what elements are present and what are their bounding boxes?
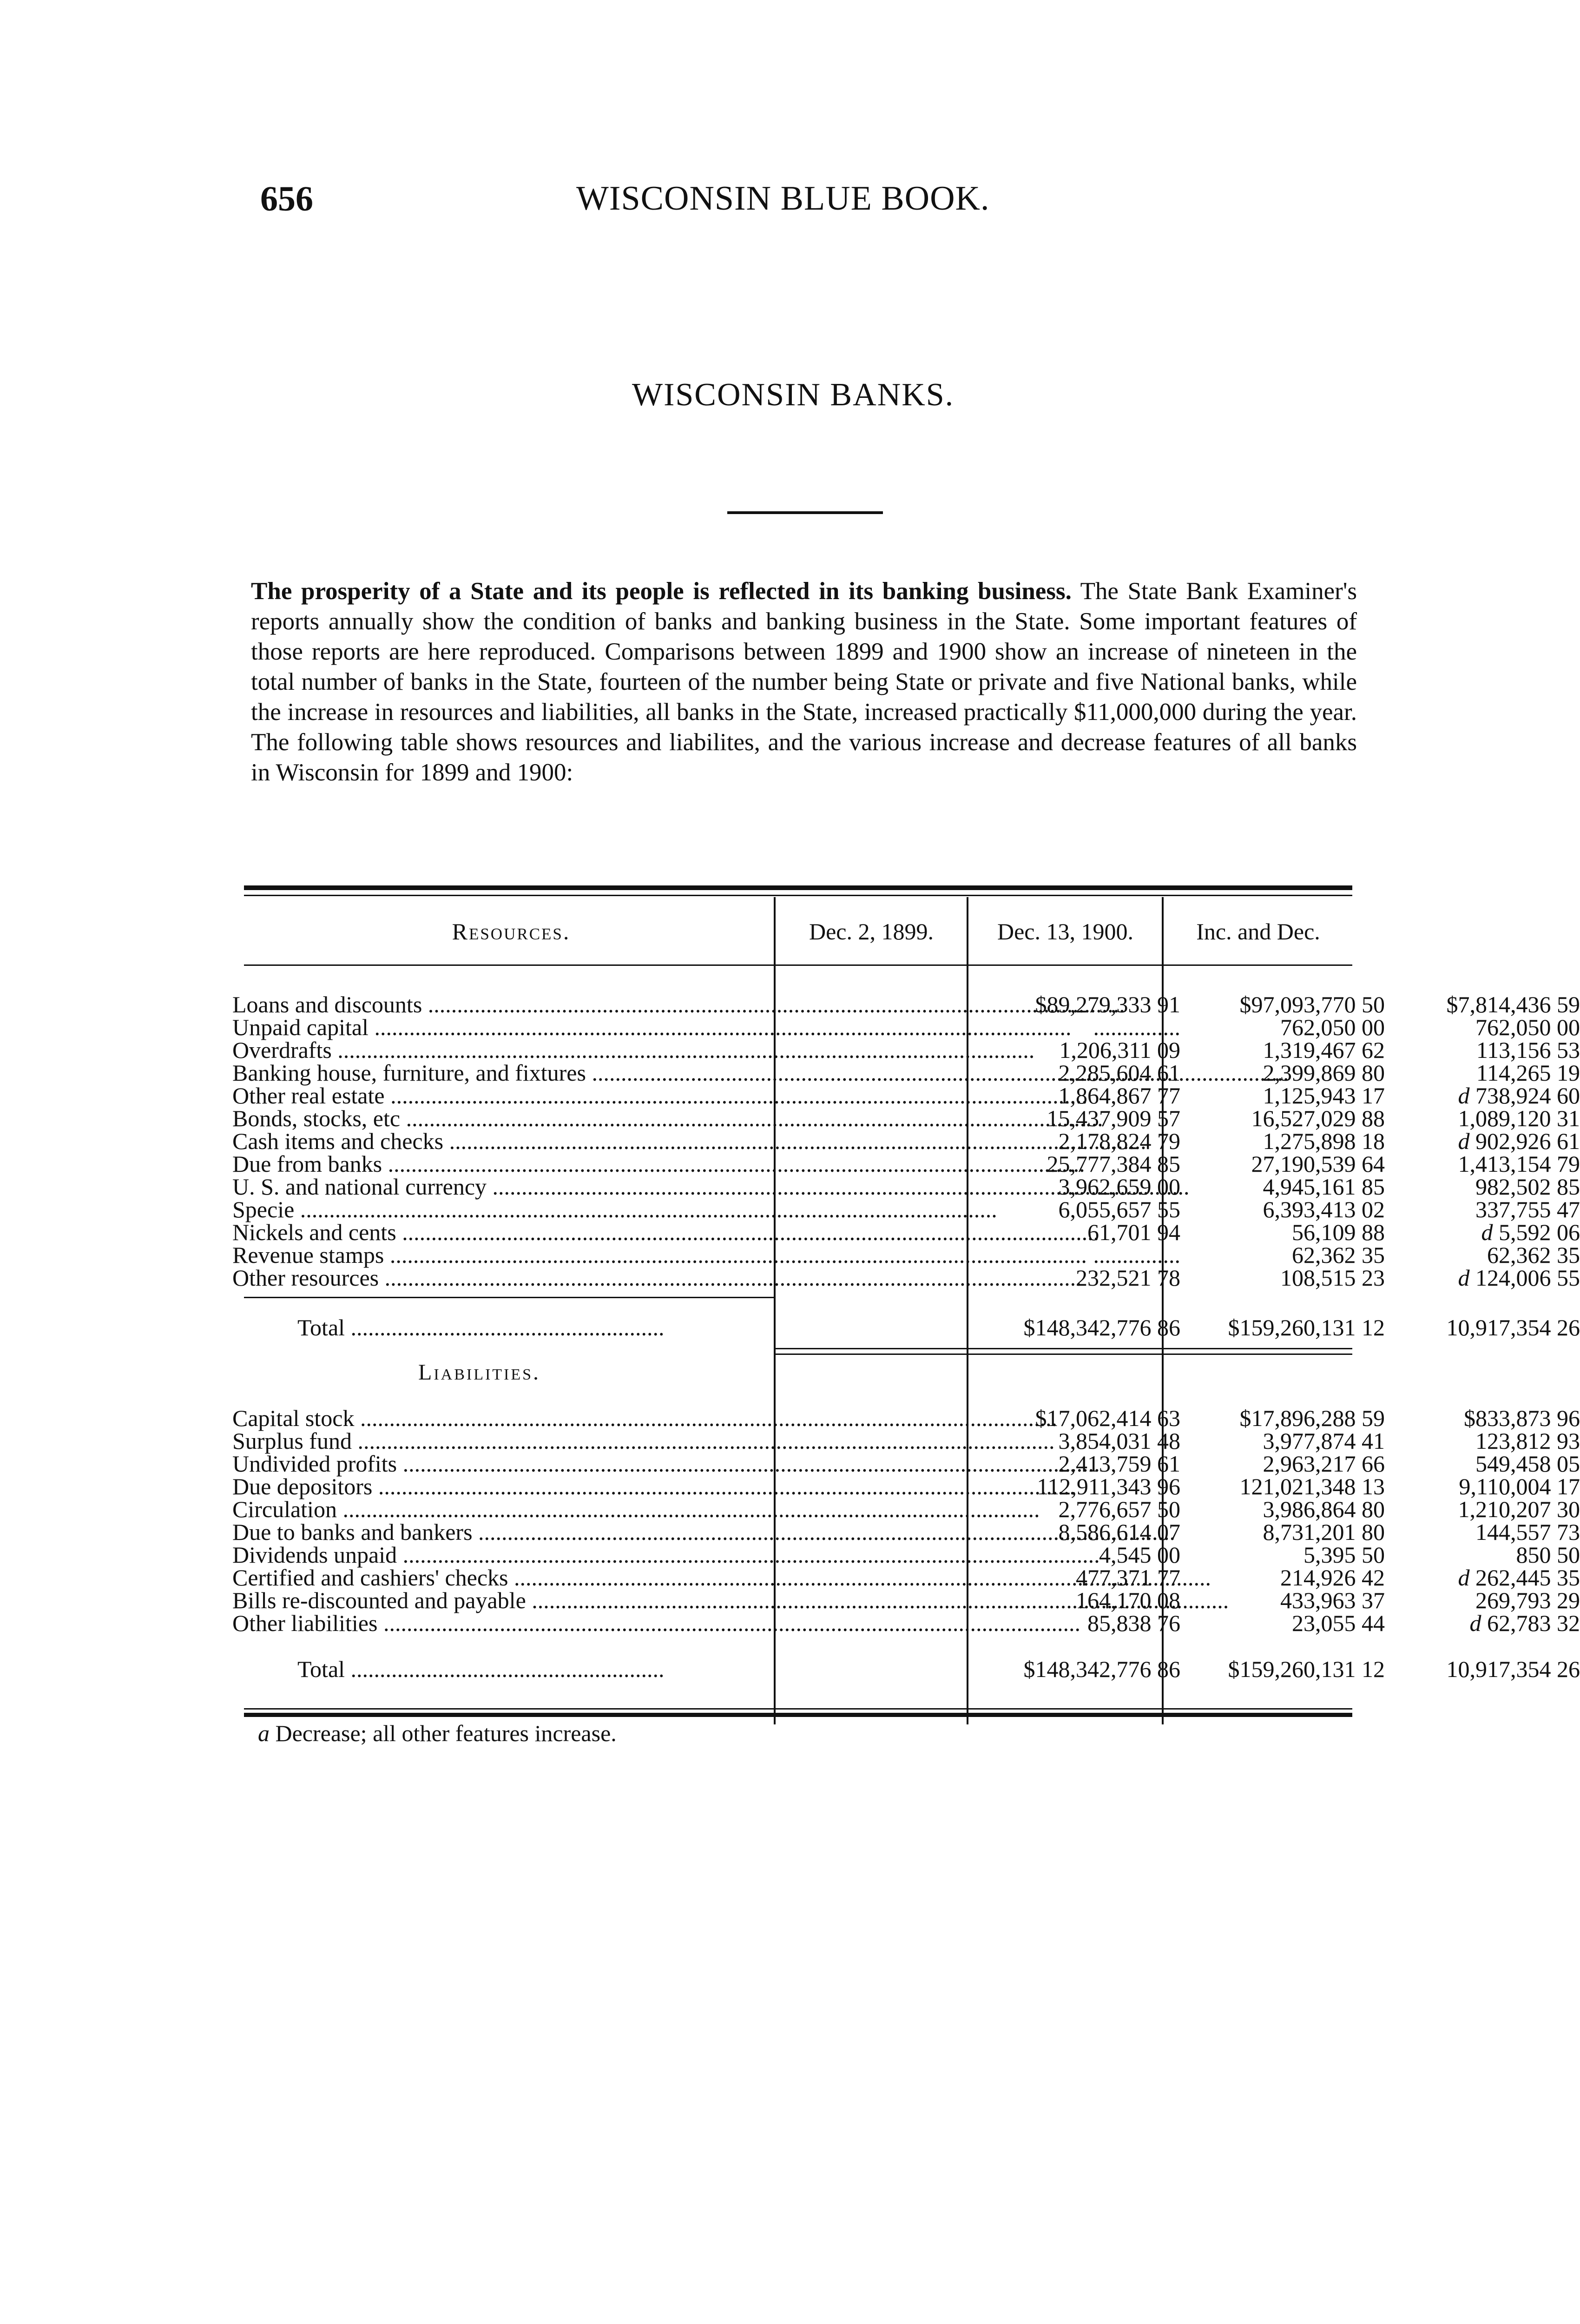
inc-dec-column-header: Inc. and Dec.: [1196, 918, 1320, 944]
table-row: [232, 1083, 1580, 1109]
cell-value: 8,586,614 07: [1058, 1519, 1180, 1545]
cell-value: 477,371 77: [1076, 1565, 1180, 1591]
row-value-c3: [1162, 1197, 1580, 1221]
header-bottom-rule: [244, 964, 1352, 966]
cell-value: 232,521 78: [1076, 1265, 1180, 1291]
row-label: Total .....: [297, 1657, 762, 1681]
row-label: Nickels and cents .....: [232, 1220, 762, 1244]
footnote-text: Decrease; all other features increase.: [275, 1720, 617, 1746]
cell-value: 762,050 00: [1475, 1014, 1580, 1040]
row-value-c3: [1162, 992, 1580, 1017]
table-bottom-rule: [244, 1713, 1352, 1717]
cell-value: 1,275,898 18: [1263, 1128, 1385, 1154]
resources-subtotal-rule: [244, 1297, 774, 1298]
row-value-c3: [1162, 1452, 1580, 1476]
cell-value: 10,917,354 26: [1446, 1314, 1580, 1340]
cell-value: 25,777,384 85: [1047, 1151, 1180, 1177]
row-label: Due from banks .....: [232, 1152, 762, 1176]
cell-value: $17,062,414 63: [1035, 1405, 1180, 1431]
cell-value: 23,055 44: [1292, 1610, 1385, 1636]
cell-value: 2,776,657 50: [1058, 1496, 1180, 1522]
row-label: Total .....: [297, 1315, 762, 1340]
row-value-c3: [1162, 1152, 1580, 1176]
cell-value: 2,178,824 79: [1058, 1128, 1180, 1154]
row-value-c3: [1162, 1038, 1580, 1062]
intro-paragraph: [251, 576, 1357, 788]
row-value-c3: [1162, 1611, 1580, 1635]
decrease-marker: d: [1469, 1610, 1487, 1636]
cell-value: 850 50: [1516, 1542, 1580, 1568]
cell-value: 1,125,943 17: [1263, 1083, 1385, 1109]
total-double-rule-2: [774, 1353, 1352, 1355]
decrease-marker: d: [1458, 1083, 1475, 1109]
dec-1900-column-header: Dec. 13, 1900.: [997, 918, 1133, 944]
table-row: [232, 1037, 1580, 1063]
cell-value: 2,413,759 61: [1058, 1451, 1180, 1477]
row-label: Other resources .....: [232, 1266, 762, 1290]
table-row: [232, 1105, 1580, 1131]
cell-value: 3,854,031 48: [1058, 1428, 1180, 1454]
row-value-c3: [1162, 1015, 1580, 1039]
cell-value: 6,055,657 55: [1058, 1196, 1180, 1222]
table-row: [232, 1265, 1580, 1291]
row-value-c3: [1162, 1406, 1580, 1430]
cell-value: 62,783 32: [1487, 1610, 1580, 1636]
row-value-c3: [1162, 1657, 1580, 1681]
row-label: Specie .....: [232, 1197, 762, 1221]
table-row: [232, 1151, 1580, 1177]
cell-value: 337,755 47: [1475, 1196, 1580, 1222]
cell-value: 164,170 08: [1076, 1587, 1180, 1613]
table-row: [232, 1060, 1580, 1086]
table-row: [232, 1405, 1580, 1431]
liabilities-heading: Liabilities.: [418, 1360, 541, 1385]
row-value-c3: [1162, 1266, 1580, 1290]
title-rule: [727, 511, 883, 514]
table-total-row: [232, 1656, 1580, 1682]
page-number: 656: [260, 179, 313, 218]
cell-value: 1,413,154 79: [1458, 1151, 1580, 1177]
cell-value: 5,395 50: [1304, 1542, 1385, 1568]
intro-body: The State Bank Examiner's reports annually show the condition of banks and banking business in the State. Some important features of those reports are here reproduced. Comparisons between 1899 and 1900 show an increase of nineteen in the total number of banks in the State, fourteen of the number being State or private and five National banks, while the increase in resources and liabilities, all banks in the State, increased practically $11,000,000 during the year. The following table shows resources and liabilites, and the various increase and decrease features of all banks in Wisconsin for 1899 and 1900:: [251, 578, 1357, 786]
row-label: Due depositors .....: [232, 1474, 762, 1499]
cell-value: $97,093,770 50: [1239, 991, 1385, 1017]
row-label: Other liabilities .....: [232, 1611, 762, 1635]
table-row: [232, 1014, 1580, 1040]
table-row: [232, 991, 1580, 1017]
cell-value: 124,006 55: [1475, 1265, 1580, 1291]
row-value-c3: [1162, 1061, 1580, 1085]
table-row: [232, 1496, 1580, 1522]
cell-value: 762,050 00: [1280, 1014, 1385, 1040]
row-label: U. S. and national currency .....: [232, 1175, 762, 1199]
row-label: Certified and cashiers' checks .....: [232, 1565, 762, 1590]
row-value-c3: [1162, 1175, 1580, 1199]
cell-value: 1,864,867 77: [1058, 1083, 1180, 1109]
decrease-marker: d: [1458, 1565, 1475, 1591]
cell-value: $148,342,776 86: [1023, 1656, 1180, 1682]
row-value-c3: [1162, 1497, 1580, 1521]
total-double-rule-1: [774, 1348, 1352, 1349]
cell-value: 269,793 29: [1475, 1587, 1580, 1613]
cell-value: 214,926 42: [1280, 1565, 1385, 1591]
cell-value: 56,109 88: [1292, 1219, 1385, 1245]
row-value-c3: [1162, 1520, 1580, 1544]
cell-value: 62,362 35: [1487, 1242, 1580, 1268]
cell-value: 27,190,539 64: [1251, 1151, 1385, 1177]
table-row: [232, 1128, 1580, 1154]
row-label: Unpaid capital .....: [232, 1015, 762, 1039]
cell-value: 85,838 76: [1087, 1610, 1180, 1636]
row-label: Revenue stamps .....: [232, 1243, 762, 1267]
cell-value: 1,206,311 09: [1059, 1037, 1180, 1063]
cell-value: $89,279,333 91: [1035, 991, 1180, 1017]
row-value-c3: [1162, 1588, 1580, 1612]
cell-value: 902,926 61: [1475, 1128, 1580, 1154]
row-value-c3: [1162, 1129, 1580, 1153]
row-value-c3: [1162, 1106, 1580, 1130]
cell-value: 16,527,029 88: [1251, 1105, 1385, 1131]
running-head: WISCONSIN BLUE BOOK.: [576, 179, 990, 218]
cell-value: 549,458 05: [1475, 1451, 1580, 1477]
cell-value: 982,502 85: [1475, 1174, 1580, 1200]
cell-value: 3,986,864 80: [1263, 1496, 1385, 1522]
cell-value: 2,285,604 61: [1058, 1060, 1180, 1086]
table-row: [232, 1519, 1580, 1545]
table-top-rule-thin: [244, 895, 1352, 896]
row-value-c3: [1162, 1315, 1580, 1340]
cell-value: 1,319,467 62: [1263, 1037, 1385, 1063]
cell-value: 5,592 06: [1499, 1219, 1580, 1245]
table-row: [232, 1174, 1580, 1200]
row-label: Overdrafts .....: [232, 1038, 762, 1062]
cell-value: 114,265 19: [1476, 1060, 1580, 1086]
row-value-c3: [1162, 1220, 1580, 1244]
row-value-c3: [1162, 1083, 1580, 1108]
table-row: [232, 1219, 1580, 1245]
row-value-c3: [1162, 1474, 1580, 1499]
table-row: [232, 1196, 1580, 1222]
cell-value: 113,156 53: [1476, 1037, 1580, 1063]
cell-value: 112,911,343 96: [1037, 1473, 1180, 1499]
table-row: [232, 1451, 1580, 1477]
intro-lead: The prosperity of a State and its people is reflected in its banking business.: [251, 578, 1072, 605]
row-label: Due to banks and bankers .....: [232, 1520, 762, 1544]
cell-value: 4,945,161 85: [1263, 1174, 1385, 1200]
cell-value: 3,977,874 41: [1263, 1428, 1385, 1454]
table-row: [232, 1587, 1580, 1613]
row-label: Surplus fund .....: [232, 1429, 762, 1453]
cell-value: $159,260,131 12: [1228, 1314, 1385, 1340]
table-top-rule: [244, 885, 1352, 890]
row-label: Undivided profits .....: [232, 1452, 762, 1476]
cell-value: $833,873 96: [1464, 1405, 1580, 1431]
row-label: Dividends unpaid .....: [232, 1543, 762, 1567]
decrease-marker: d: [1458, 1128, 1475, 1154]
cell-value: $148,342,776 86: [1023, 1314, 1180, 1340]
table-row: [232, 1242, 1580, 1268]
cell-value: 262,445 35: [1475, 1565, 1580, 1591]
cell-value: 738,924 60: [1475, 1083, 1580, 1109]
table-row: [232, 1428, 1580, 1454]
cell-value: 123,812 93: [1475, 1428, 1580, 1454]
cell-value: $7,814,436 59: [1446, 991, 1580, 1017]
table-row: [232, 1565, 1580, 1591]
table-row: [232, 1610, 1580, 1636]
cell-value: 61,701 94: [1087, 1219, 1180, 1245]
decrease-marker: d: [1458, 1265, 1475, 1291]
cell-value: 1,089,120 31: [1458, 1105, 1580, 1131]
section-title: WISCONSIN BANKS.: [632, 377, 955, 413]
table-row: [232, 1473, 1580, 1499]
decrease-marker: d: [1481, 1219, 1499, 1245]
cell-value: 9,110,004 17: [1459, 1473, 1580, 1499]
cell-value: 4,545 00: [1099, 1542, 1180, 1568]
row-label: Loans and discounts .....: [232, 992, 762, 1017]
cell-value: $17,896,288 59: [1239, 1405, 1385, 1431]
cell-value: 8,731,201 80: [1263, 1519, 1385, 1545]
cell-value: 6,393,413 02: [1263, 1196, 1385, 1222]
footnote-marker: a: [258, 1720, 270, 1746]
footnote: [258, 1720, 617, 1747]
dec-1899-column-header: Dec. 2, 1899.: [809, 918, 934, 944]
cell-value: 108,515 23: [1280, 1265, 1385, 1291]
row-label: Bills re-discounted and payable .....: [232, 1588, 762, 1612]
row-label: Cash items and checks .....: [232, 1129, 762, 1153]
row-value-c3: [1162, 1543, 1580, 1567]
cell-value: 1,210,207 30: [1458, 1496, 1580, 1522]
row-label: Bonds, stocks, etc .....: [232, 1106, 762, 1130]
table-bottom-rule-thin: [244, 1708, 1352, 1710]
cell-value: 121,021,348 13: [1239, 1473, 1385, 1499]
cell-value: 62,362 35: [1292, 1242, 1385, 1268]
row-label: Banking house, furniture, and fixtures .....: [232, 1061, 762, 1085]
cell-value: ...............: [1093, 1014, 1180, 1040]
row-label: Capital stock .....: [232, 1406, 762, 1430]
resources-column-header: Resources.: [452, 918, 571, 944]
cell-value: 433,963 37: [1280, 1587, 1385, 1613]
cell-value: 144,557 73: [1475, 1519, 1580, 1545]
cell-value: 2,399,869 80: [1263, 1060, 1385, 1086]
table-total-row: [232, 1314, 1580, 1340]
row-value-c3: [1162, 1565, 1580, 1590]
row-value-c3: [1162, 1429, 1580, 1453]
cell-value: $159,260,131 12: [1228, 1656, 1385, 1682]
table-row: [232, 1542, 1580, 1568]
cell-value: 2,963,217 66: [1263, 1451, 1385, 1477]
row-label: Other real estate .....: [232, 1083, 762, 1108]
row-value-c3: [1162, 1243, 1580, 1267]
cell-value: 3,962,659 00: [1058, 1174, 1180, 1200]
cell-value: 10,917,354 26: [1446, 1656, 1580, 1682]
cell-value: 15,437,909 57: [1047, 1105, 1180, 1131]
row-label: Circulation .....: [232, 1497, 762, 1521]
cell-value: ...............: [1093, 1242, 1180, 1268]
